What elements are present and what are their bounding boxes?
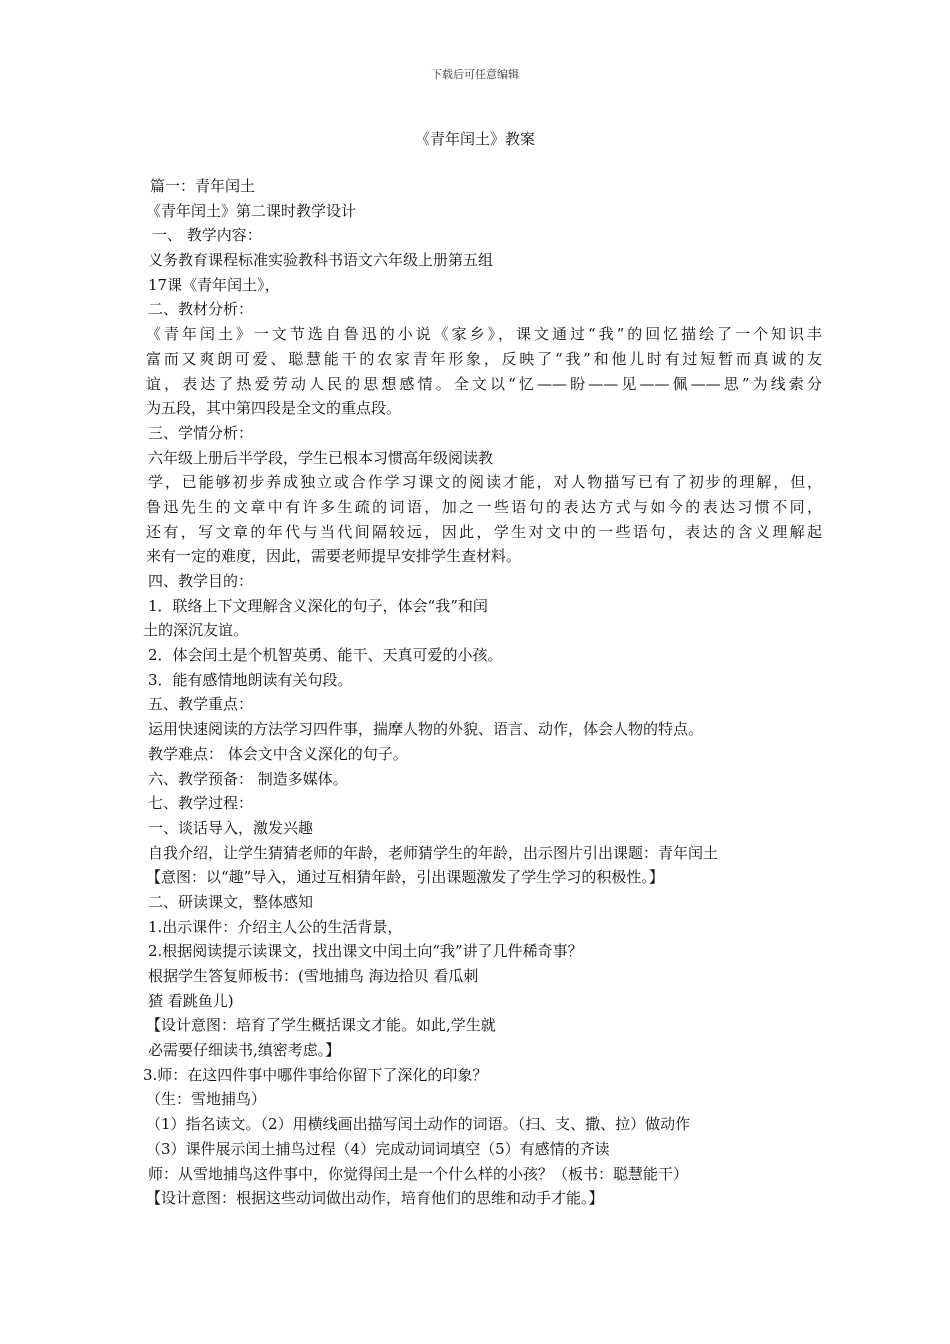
text-line: 《青年闰土》第二课时教学设计 <box>146 201 357 220</box>
text-line: 二、教材分析： <box>148 300 254 319</box>
text-line: 【意图：以“趣”导入，通过互相猜年龄，引出课题激发了学生学习的积极性。】 <box>146 868 664 887</box>
text-line: 根据学生答复师板书：(雪地捕鸟 海边拾贝 看瓜刺 <box>148 967 479 985</box>
text-line: 1.出示课件：介绍主人公的生活背景， <box>148 917 403 936</box>
text-line: 三、学情分析： <box>148 423 254 442</box>
text-line: 1．联络上下文理解含义深化的句子，体会“我”和闰 <box>148 596 488 615</box>
text-line: 教学难点： 体会文中含义深化的句子。 <box>148 744 408 763</box>
text-line: 五、教学重点： <box>148 695 254 714</box>
text-line: （生：雪地捕鸟） <box>146 1090 267 1109</box>
text-line: 六、教学预备： 制造多媒体。 <box>148 769 348 788</box>
text-line: 还有，写文章的年代与当代间隔较远，因此，学生对文中的一些语句，表达的含义理解起 <box>146 522 822 541</box>
text-line: 运用快速阅读的方法学习四件事，揣摩人物的外貌、语言、动作，体会人物的特点。 <box>148 720 704 739</box>
text-line: 二、研读课文，整体感知 <box>148 892 314 911</box>
text-line: 2．体会闰土是个机智英勇、能干、天真可爱的小孩。 <box>148 646 503 665</box>
text-line: 猹 看跳鱼儿) <box>148 991 234 1010</box>
text-line: 富而又爽朗可爱、聪慧能干的农家青年形象，反映了“我”和他儿时有过短暂而真诚的友 <box>146 349 822 368</box>
page-header: 下载后可任意编辑 <box>431 68 519 81</box>
text-line: 3.师：在这四件事中哪件事给你留下了深化的印象？ <box>143 1065 488 1084</box>
document-title: 《青年闰土》教案 <box>414 130 535 148</box>
text-line: 土的深沉友谊。 <box>143 621 249 640</box>
text-line: 四、教学目的： <box>148 572 254 590</box>
text-line: 谊，表达了热爱劳动人民的思想感情。全文以“忆——盼——见——佩——思”为线索分 <box>146 374 822 393</box>
document-body <box>143 174 822 1211</box>
text-line: 一、谈话导入，激发兴趣 <box>148 818 314 837</box>
text-line: 师：从雪地捕鸟这件事中，你觉得闰土是一个什么样的小孩？（板书：聪慧能干） <box>148 1164 689 1183</box>
text-line: 义务教育课程标准实验教科书语文六年级上册第五组 <box>148 251 494 270</box>
text-line: 【设计意图：根据这些动词做出动作，培育他们的思维和动手才能。】 <box>146 1189 604 1208</box>
text-line: （3）课件展示闰土捕鸟过程（4）完成动词词填空（5）有感情的齐读 <box>146 1139 610 1158</box>
text-line: 六年级上册后半学段，学生已根本习惯高年级阅读教 <box>148 448 494 467</box>
text-line: 3．能有感情地朗读有关句段。 <box>148 670 353 689</box>
text-line: 为五段，其中第四段是全文的重点段。 <box>146 399 402 418</box>
text-line: 来有一定的难度，因此，需要老师提早安排学生查材料。 <box>146 547 522 566</box>
text-line: 鲁迅先生的文章中有许多生疏的词语，加之一些语句的表达方式与如今的表达习惯不同， <box>146 497 822 516</box>
text-line: 《青年闰土》一文节选自鲁迅的小说《家乡》，课文通过“我”的回忆描绘了一个知识丰 <box>146 325 822 344</box>
text-line: 17课《青年闰土》， <box>148 275 280 294</box>
text-line: 一、 教学内容： <box>152 226 262 245</box>
text-line: （1）指名读文。（2）用横线画出描写闰土动作的词语。（扫、支、撒、拉）做动作 <box>146 1115 691 1134</box>
text-line: 篇一：青年闰土 <box>150 177 256 195</box>
text-line: 【设计意图：培育了学生概括课文才能。如此,学生就 <box>146 1016 496 1035</box>
text-line: 自我介绍，让学生猜猜老师的年龄，老师猜学生的年龄，出示图片引出课题：青年闰土 <box>148 843 719 862</box>
text-line: 必需要仔细读书,缜密考虑。】 <box>148 1041 341 1060</box>
text-line: 学，已能够初步养成独立或合作学习课文的阅读才能，对人物描写已有了初步的理解，但， <box>148 473 822 492</box>
text-line: 七、教学过程： <box>148 794 254 813</box>
text-line: 2.根据阅读提示读课文，找出课文中闰土向“我”讲了几件稀奇事？ <box>148 942 583 961</box>
